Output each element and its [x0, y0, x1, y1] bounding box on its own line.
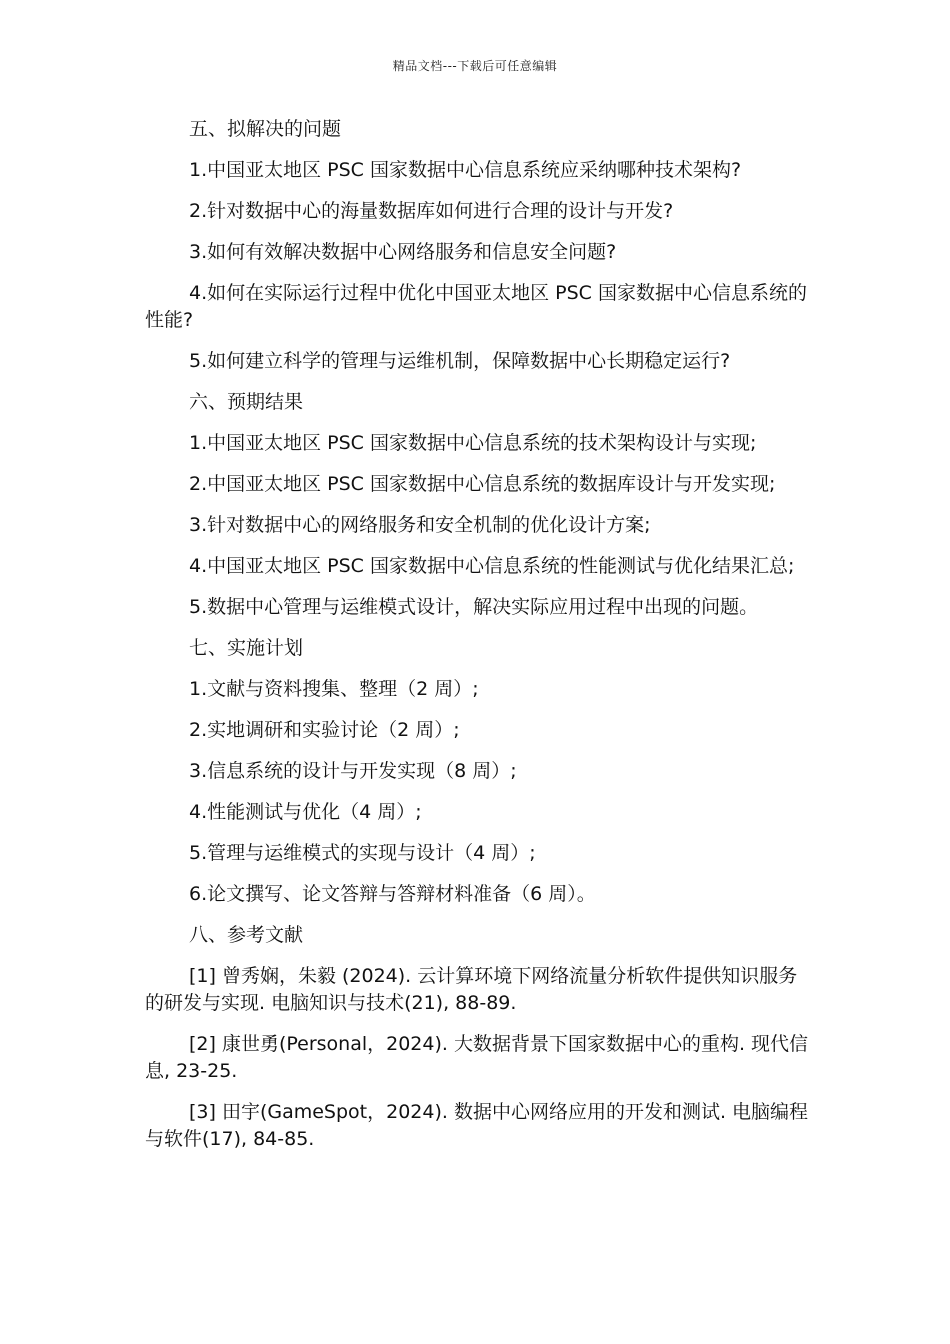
section-title-problems: 五、拟解决的问题: [189, 118, 342, 140]
problem-item-5: 5.如何建立科学的管理与运维机制，保障数据中心长期稳定运行?: [189, 350, 731, 372]
section-title-references: 八、参考文献: [189, 924, 304, 946]
plan-item-2: 2.实地调研和实验讨论（2 周）;: [189, 719, 460, 741]
result-item-1: 1.中国亚太地区 PSC 国家数据中心信息系统的技术架构设计与实现;: [189, 432, 757, 454]
document-body: [145, 116, 815, 1167]
plan-item-1: 1.文献与资料搜集、整理（2 周）;: [189, 678, 479, 700]
section-title-implementation-plan: 七、实施计划: [189, 637, 304, 659]
problem-item-1: 1.中国亚太地区 PSC 国家数据中心信息系统应采纳哪种技术架构?: [189, 159, 742, 181]
plan-item-3: 3.信息系统的设计与开发实现（8 周）;: [189, 760, 517, 782]
result-item-2: 2.中国亚太地区 PSC 国家数据中心信息系统的数据库设计与开发实现;: [189, 473, 776, 495]
section-title-expected-results: 六、预期结果: [189, 391, 304, 413]
problem-item-2: 2.针对数据中心的海量数据库如何进行合理的设计与开发?: [189, 200, 674, 222]
reference-item-2: [2] 康世勇(Personal，2024). 大数据背景下国家数据中心的重构. 现代信息, 23-25.: [145, 1033, 809, 1082]
plan-item-4: 4.性能测试与优化（4 周）;: [189, 801, 422, 823]
page-header: 精品文档---下载后可任意编辑: [392, 59, 558, 73]
reference-item-1: [1] 曾秀娴，朱毅 (2024). 云计算环境下网络流量分析软件提供知识服务的研发与实现. 电脑知识与技术(21), 88-89.: [145, 965, 798, 1014]
plan-item-5: 5.管理与运维模式的实现与设计（4 周）;: [189, 842, 536, 864]
result-item-3: 3.针对数据中心的网络服务和安全机制的优化设计方案;: [189, 514, 651, 536]
result-item-5: 5.数据中心管理与运维模式设计，解决实际应用过程中出现的问题。: [189, 596, 759, 618]
problem-item-3: 3.如何有效解决数据中心网络服务和信息安全问题?: [189, 241, 617, 263]
problem-item-4: 4.如何在实际运行过程中优化中国亚太地区 PSC 国家数据中心信息系统的性能?: [145, 282, 807, 331]
result-item-4: 4.中国亚太地区 PSC 国家数据中心信息系统的性能测试与优化结果汇总;: [189, 555, 795, 577]
reference-item-3: [3] 田宇(GameSpot，2024). 数据中心网络应用的开发和测试. 电脑编程与软件(17), 84-85.: [145, 1101, 809, 1150]
plan-item-6: 6.论文撰写、论文答辩与答辩材料准备（6 周）。: [189, 883, 596, 905]
